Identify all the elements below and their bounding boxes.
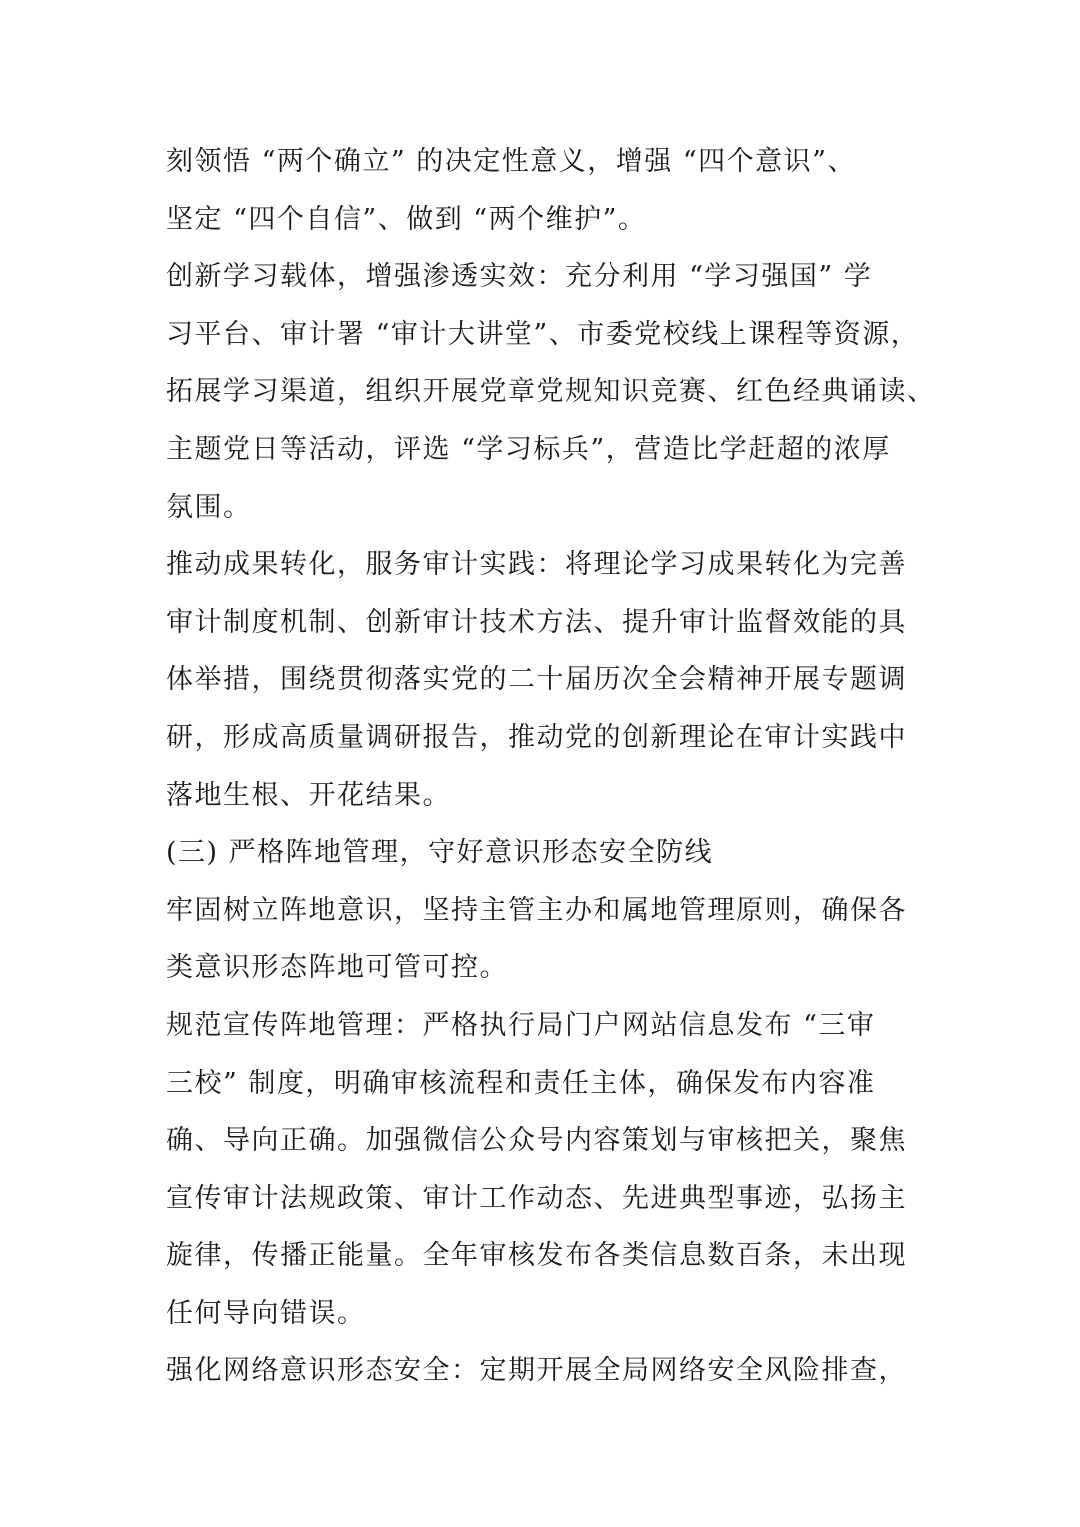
paragraph-line: 审计制度机制、创新审计技术方法、提升审计监督效能的具 <box>166 606 907 638</box>
paragraph-line: 推动成果转化，服务审计实践：将理论学习成果转化为完善 <box>166 549 907 581</box>
paragraph-line: 三校” 制度，明确审核流程和责任主体，确保发布内容准 <box>166 1067 876 1099</box>
paragraph-line: 氛围。 <box>166 491 252 523</box>
paragraph-line: 旋律，传播正能量。全年审核发布各类信息数百条，未出现 <box>166 1240 907 1272</box>
paragraph-line: 类意识形态阵地可管可控。 <box>166 952 508 984</box>
paragraph-line: 研，形成高质量调研报告，推动党的创新理论在审计实践中 <box>166 721 907 753</box>
paragraph-line: 强化网络意识形态安全：定期开展全局网络安全风险排查， <box>166 1355 907 1387</box>
paragraph-line: 主题党日等活动，评选 “学习标兵”，营造比学赶超的浓厚 <box>166 433 891 465</box>
paragraph-line: 习平台、审计署 “审计大讲堂”、市委党校线上课程等资源， <box>166 318 920 350</box>
document-body <box>166 133 936 1400</box>
text-line: 刻领悟 “两个确立” 的决定性意义，增强 “四个意识”、 <box>166 146 856 177</box>
paragraph-line: 牢固树立阵地意识，坚持主管主办和属地管理原则，确保各 <box>166 894 907 926</box>
text-line: 坚定 “四个自信”、做到 “两个维护”。 <box>166 203 647 235</box>
paragraph-line: 宣传审计法规政策、审计工作动态、先进典型事迹，弘扬主 <box>166 1182 907 1214</box>
paragraph-line: 拓展学习渠道，组织开展党章党规知识竞赛、红色经典诵读、 <box>166 376 936 408</box>
paragraph-line: 规范宣传阵地管理：严格执行局门户网站信息发布 “三审 <box>166 1009 876 1041</box>
paragraph-line: 体举措，围绕贯彻落实党的二十届历次全会精神开展专题调 <box>166 664 907 696</box>
paragraph-line: 落地生根、开花结果。 <box>166 779 451 811</box>
section-heading: (三) 严格阵地管理，守好意识形态安全防线 <box>166 837 714 869</box>
paragraph-line: 创新学习载体，增强渗透实效：充分利用 “学习强国” 学 <box>166 261 873 293</box>
paragraph-line: 确、导向正确。加强微信公众号内容策划与审核把关，聚焦 <box>166 1125 907 1157</box>
paragraph-line: 任何导向错误。 <box>166 1297 366 1329</box>
